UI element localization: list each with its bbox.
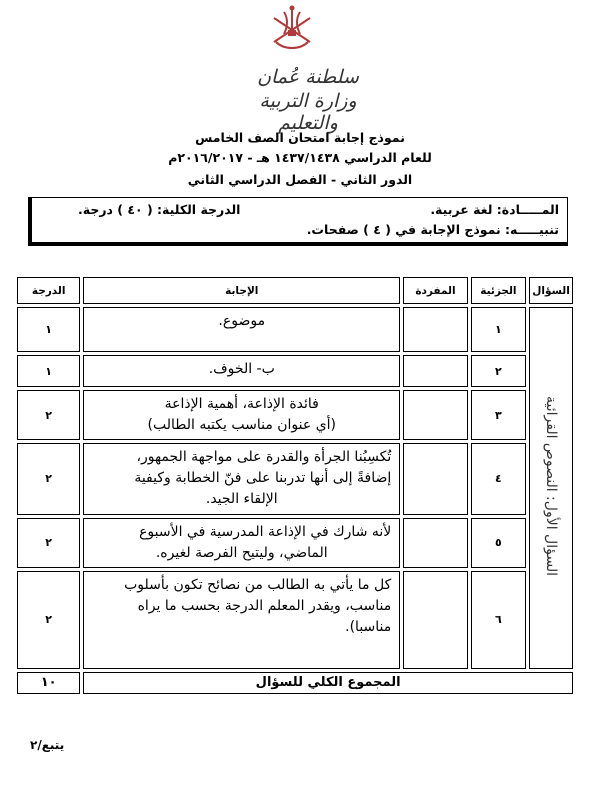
answer-line: إضافةً إلى أنها تدربنا على فنّ الخطابة وكيفية bbox=[134, 470, 392, 487]
part-number: ٣ bbox=[471, 390, 527, 440]
continued-note: يتبع/٢ bbox=[30, 738, 65, 752]
total-value: ١٠ bbox=[17, 672, 80, 694]
academic-year: للعام الدراسي ١٤٣٧/١٤٣٨ هـ - ٢٠١٦/٢٠١٧م bbox=[168, 150, 432, 165]
part-number: ٢ bbox=[471, 355, 527, 387]
question-label-cell bbox=[529, 307, 573, 669]
item-cell bbox=[403, 390, 467, 440]
total-label: المجموع الكلي للسؤال bbox=[83, 672, 573, 694]
answer-line: مناسب، ويقدر المعلم الدرجة بحسب ما يراه bbox=[137, 597, 392, 614]
grade-value: ٢ bbox=[17, 571, 80, 669]
header-answer: الإجابة bbox=[83, 277, 400, 304]
exam-title: نموذج إجابة امتحان الصف الخامس bbox=[195, 130, 405, 145]
answer-cell bbox=[83, 355, 400, 387]
item-cell bbox=[403, 571, 467, 669]
header-grade: الدرجة bbox=[17, 277, 80, 304]
answer-line: فائدة الإذاعة، أهمية الإذاعة bbox=[164, 396, 319, 413]
header-item: المفردة bbox=[403, 277, 467, 304]
table-header-row bbox=[17, 277, 573, 304]
grade-value: ٢ bbox=[17, 390, 80, 440]
part-number: ٥ bbox=[471, 518, 527, 568]
header-part: الجزئية bbox=[471, 277, 527, 304]
oman-emblem-icon bbox=[262, 4, 322, 54]
subject-label: المـــــادة: لغة عربية. bbox=[430, 202, 559, 217]
exam-term: الدور الثاني - الفصل الدراسي الثاني bbox=[187, 172, 413, 187]
grade-value: ٢ bbox=[17, 443, 80, 514]
total-grade-label: الدرجة الكلية: ( ٤٠ ) درجة. bbox=[78, 202, 241, 217]
grade-value: ١ bbox=[17, 307, 80, 352]
item-cell bbox=[403, 355, 467, 387]
table-row bbox=[17, 355, 573, 387]
table-row bbox=[17, 443, 573, 514]
part-number: ٦ bbox=[471, 571, 527, 669]
item-cell bbox=[403, 518, 467, 568]
answer-line: موضوع. bbox=[218, 313, 266, 329]
table-row bbox=[17, 390, 573, 440]
answer-cell bbox=[83, 443, 400, 514]
ministry-line1: سلطنة عُمان bbox=[257, 66, 359, 88]
answer-line: لأنه شارك في الإذاعة المدرسية في الأسبوع bbox=[139, 523, 392, 540]
answer-line: كل ما يأتي به الطالب من نصائح تكون بأسلوب bbox=[124, 576, 392, 593]
answer-line: الإلقاء الجيد. bbox=[205, 491, 278, 508]
grade-value: ٢ bbox=[17, 518, 80, 568]
question-label: السؤال الأول: النصوص القرائية bbox=[543, 396, 560, 577]
exam-info-box bbox=[28, 197, 568, 246]
item-cell bbox=[403, 307, 467, 352]
pages-notice: تنبيـــــه: نموذج الإجابة في ( ٤ ) صفحات. bbox=[306, 222, 559, 237]
ministry-calligraphy bbox=[228, 64, 388, 134]
table-row bbox=[17, 518, 573, 568]
grade-value: ١ bbox=[17, 355, 80, 387]
answer-cell bbox=[83, 571, 400, 669]
answer-line: تُكسِبُنا الجرأة والقدرة على مواجهة الجمهور، bbox=[136, 449, 392, 466]
part-number: ١ bbox=[471, 307, 527, 352]
table-row bbox=[17, 571, 573, 669]
answer-cell bbox=[83, 307, 400, 352]
answer-table bbox=[14, 274, 576, 697]
answer-line: مناسبا). bbox=[345, 618, 392, 635]
part-number: ٤ bbox=[471, 443, 527, 514]
answer-line: ب- الخوف. bbox=[208, 361, 275, 378]
header-question: السؤال bbox=[529, 277, 573, 304]
ministry-line2: وزارة التربية والتعليم bbox=[259, 90, 357, 134]
answer-cell bbox=[83, 390, 400, 440]
answer-line: الماضي، وليتيح الفرصة لغيره. bbox=[155, 544, 328, 561]
total-row bbox=[17, 672, 573, 694]
table-row bbox=[17, 307, 573, 352]
item-cell bbox=[403, 443, 467, 514]
answer-cell bbox=[83, 518, 400, 568]
answer-line: (أي عنوان مناسب يكتبه الطالب) bbox=[147, 417, 337, 434]
